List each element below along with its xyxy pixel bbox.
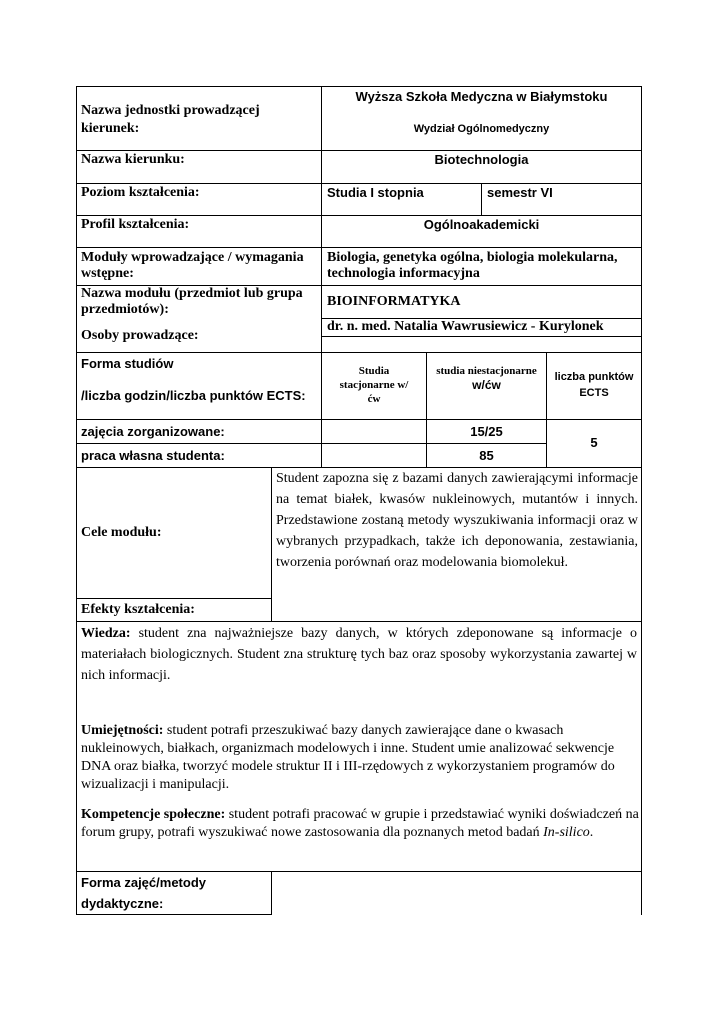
teachers-value: dr. n. med. Natalia Wawrusiewicz - Kurylonek — [327, 319, 604, 334]
social-label: Kompetencje społeczne: — [81, 807, 226, 822]
school-name: Wyższa Szkoła Medyczna w Białymstoku — [355, 89, 608, 104]
semester-value: semestr VI — [487, 185, 553, 200]
knowledge-label: Wiedza: — [81, 626, 131, 641]
level-value: Studia I stopnia — [327, 185, 424, 200]
social-text: student potrafi pracować w grupie i przedstawiać wyniki doświadczeń na forum grupy, potrafi wyszukiwać nowe zastosowania dla poznanych metod badań — [81, 807, 639, 840]
level-label: Poziom kształcenia: — [81, 185, 200, 200]
social-end: . — [589, 825, 594, 840]
methods-label-line2: dydaktyczne: — [81, 896, 164, 911]
profile-value: Ogólnoakademicki — [423, 217, 540, 232]
unit-label: Nazwa jednostki prowadzącej kierunek: — [81, 103, 260, 136]
faculty-name: Wydział Ogólnomedyczny — [413, 123, 550, 135]
profile-label: Profil kształcenia: — [81, 217, 190, 232]
social-paragraph — [81, 806, 639, 842]
knowledge-text: student zna najważniejsze bazy danych, w których zdeponowane są informacje o materiałach biologicznych. Student zna strukturę tych baz oraz sposoby wykorzystania zawartej w nich informacji. — [81, 626, 637, 683]
ects-header: liczba punktów ECTS — [554, 371, 634, 399]
effects-label: Efekty kształcenia: — [81, 602, 195, 617]
skills-text: student potrafi przeszukiwać bazy danych zawierające dane o kwasach nukleinowych, białkach, organizmach modelowych i inne. Student umie analizować sekwencje DNA oraz białka, tworzyć modele struktur II i III-rzędowych z wykorzystaniem programów do wizualizacji i manipulacji. — [81, 723, 615, 792]
teachers-label: Osoby prowadzące: — [81, 328, 199, 343]
extramural-header-line1: studia niestacjonarne — [436, 365, 537, 377]
prereq-value: Biologia, genetyka ogólna, biologia molekularna, technologia informacyjna — [327, 250, 618, 281]
knowledge-paragraph — [81, 623, 637, 686]
form-label-line1: Forma studiów — [81, 356, 174, 371]
skills-paragraph — [81, 722, 641, 794]
organized-label: zajęcia zorganizowane: — [81, 424, 225, 439]
field-label: Nazwa kierunku: — [81, 152, 185, 167]
module-value: BIOINFORMATYKA — [327, 294, 461, 309]
selfwork-label: praca własna studenta: — [81, 448, 225, 463]
goals-label: Cele modułu: — [81, 525, 162, 540]
goals-text: Student zapozna się z bazami danych zawierającymi informacje na temat białek, kwasów nukleinowych, mutantów i innych. Przedstawione zostaną metody wyszukiwania informacji oraz w wybranych przypadkach, także ich deponowania, zestawiania, tworzenia porównań oraz modelowania biomolekuł. — [276, 471, 638, 570]
stationary-header: Studia stacjonarne w/ćw — [339, 365, 409, 405]
social-italic: In-silico — [543, 825, 590, 840]
methods-label-line1: Forma zajęć/metody — [81, 875, 206, 890]
prereq-label: Moduły wprowadzające / wymagania wstępne: — [81, 250, 304, 281]
field-value: Biotechnologia — [434, 152, 529, 167]
extramural-header-line2: w/ćw — [472, 378, 501, 392]
ects-value: 5 — [590, 435, 598, 450]
selfwork-value: 85 — [479, 448, 494, 463]
organized-value: 15/25 — [470, 424, 503, 439]
skills-label: Umiejętności: — [81, 723, 164, 738]
form-label-line2: /liczba godzin/liczba punktów ECTS: — [81, 388, 306, 403]
module-label: Nazwa modułu (przedmiot lub grupa przedmiotów): — [81, 286, 303, 317]
